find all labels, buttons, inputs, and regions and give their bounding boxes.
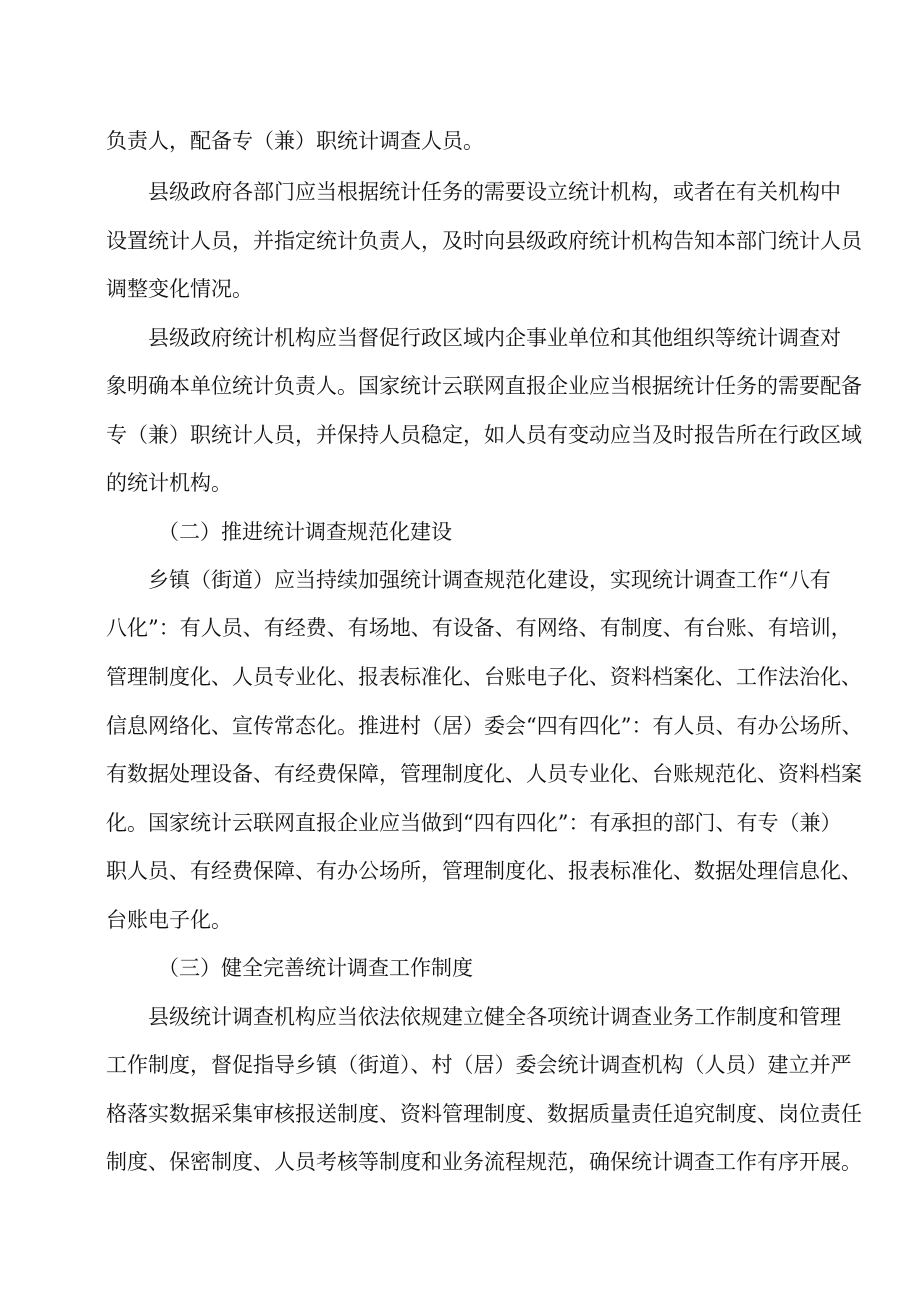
text-line: 象明确本单位统计负责人。国家统计云联网直报企业应当根据统计任务的需要配备: [106, 374, 862, 398]
text-line: 工作制度，督促指导乡镇（街道）、村（居）委会统计调查机构（人员）建立并严: [106, 1053, 852, 1077]
text-line: 负责人，配备专（兼）职统计调查人员。: [106, 129, 484, 153]
text-line: 设置统计人员，并指定统计负责人，及时向县级政府统计机构告知本部门统计人员: [106, 229, 862, 253]
text-line: 乡镇（街道）应当持续加强统计调查规范化建设，实现统计调查工作“八有: [148, 568, 831, 592]
text-line: 制度、保密制度、人员考核等制度和业务流程规范，确保统计调查工作有序开展。: [106, 1150, 862, 1174]
text-line: 调整变化情况。: [106, 277, 253, 301]
text-line: 职人员、有经费保障、有办公场所，管理制度化、报表标准化、数据处理信息化、: [106, 859, 862, 883]
text-line: 的统计机构。: [106, 471, 232, 495]
text-line: 专（兼）职统计人员，并保持人员稳定，如人员有变动应当及时报告所在行政区域: [106, 423, 862, 447]
text-line: 台账电子化。: [106, 908, 232, 932]
section-heading-3: （三）健全完善统计调查工作制度: [158, 956, 473, 980]
text-line: 化。国家统计云联网直报企业应当做到“四有四化”：有承担的部门、有专（兼）: [106, 811, 842, 835]
text-line: 管理制度化、人员专业化、报表标准化、台账电子化、资料档案化、工作法治化、: [106, 665, 862, 689]
text-line: 县级政府统计机构应当督促行政区域内企事业单位和其他组织等统计调查对: [148, 326, 841, 350]
text-line: 格落实数据采集审核报送制度、资料管理制度、数据质量责任追究制度、岗位责任: [106, 1102, 862, 1126]
section-heading-2: （二）推进统计调查规范化建设: [158, 520, 452, 544]
text-line: 县级政府各部门应当根据统计任务的需要设立统计机构，或者在有关机构中: [148, 180, 841, 204]
text-line: 信息网络化、宣传常态化。推进村（居）委会“四有四化”：有人员、有办公场所、: [106, 714, 863, 738]
text-line: 八化”：有人员、有经费、有场地、有设备、有网络、有制度、有台账、有培训，: [106, 616, 852, 640]
text-line: 有数据处理设备、有经费保障，管理制度化、人员专业化、台账规范化、资料档案: [106, 762, 862, 786]
text-line: 县级统计调查机构应当依法依规建立健全各项统计调查业务工作制度和管理: [148, 1005, 841, 1029]
